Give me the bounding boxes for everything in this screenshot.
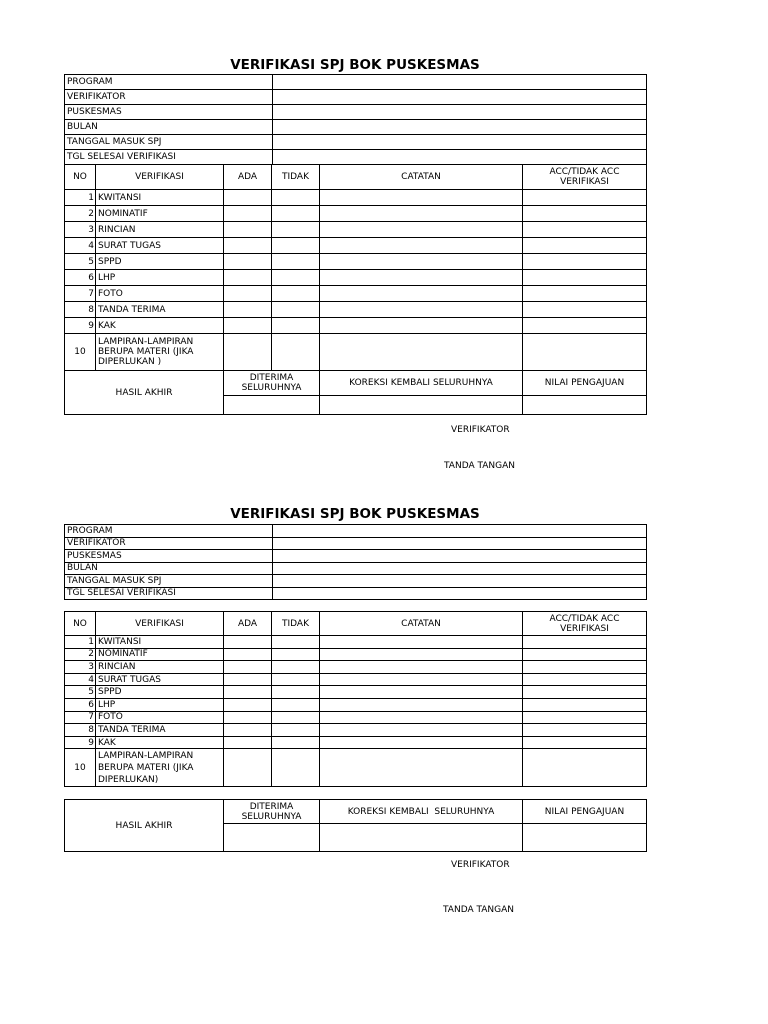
info-table (64, 524, 647, 600)
item-ada[interactable] (224, 724, 272, 737)
table-row (65, 254, 647, 270)
item-tidak[interactable] (272, 238, 320, 254)
info-label-tgl-selesai: TGL SELESAI VERIFIKASI (65, 587, 273, 600)
item-label: TANDA TERIMA (96, 302, 224, 318)
item-no: 7 (65, 286, 96, 302)
result-table (64, 799, 647, 852)
checklist-table (64, 164, 647, 415)
header-tidak: TIDAK (272, 612, 320, 636)
item-no: 4 (65, 673, 96, 686)
item-no: 6 (65, 698, 96, 711)
item-label: FOTO (96, 711, 224, 724)
item-catatan[interactable] (320, 190, 523, 206)
item-acc[interactable] (523, 254, 647, 270)
info-value-tanggal-masuk[interactable] (273, 135, 647, 150)
info-value-tgl-selesai[interactable] (273, 587, 647, 600)
item-ada[interactable] (224, 673, 272, 686)
table-row (65, 334, 647, 371)
item-catatan[interactable] (320, 724, 523, 737)
koreksi-kembali-label: KOREKSI KEMBALI SELURUHNYA (320, 800, 523, 824)
item-ada[interactable] (224, 686, 272, 699)
item-acc[interactable] (523, 238, 647, 254)
item-catatan[interactable] (320, 661, 523, 674)
nilai-pengajuan-value[interactable] (523, 824, 647, 852)
item-tidak[interactable] (272, 254, 320, 270)
table-row (65, 302, 647, 318)
item-catatan[interactable] (320, 254, 523, 270)
item-ada[interactable] (224, 302, 272, 318)
item-no: 10 (65, 749, 96, 787)
nilai-pengajuan-label: NILAI PENGAJUAN (523, 371, 647, 396)
item-acc[interactable] (523, 648, 647, 661)
item-acc[interactable] (523, 318, 647, 334)
info-label-tanggal-masuk: TANGGAL MASUK SPJ (65, 135, 273, 150)
info-value-bulan[interactable] (273, 562, 647, 575)
item-ada[interactable] (224, 334, 272, 371)
item-ada[interactable] (224, 711, 272, 724)
tanda-tangan-label: TANDA TANGAN (443, 905, 515, 915)
item-tidak[interactable] (272, 302, 320, 318)
item-catatan[interactable] (320, 318, 523, 334)
item-no: 6 (65, 270, 96, 286)
item-acc[interactable] (523, 686, 647, 699)
item-ada[interactable] (224, 736, 272, 749)
table-row (65, 222, 647, 238)
item-no: 2 (65, 206, 96, 222)
item-label: TANDA TERIMA (96, 724, 224, 737)
item-no: 1 (65, 190, 96, 206)
header-verifikasi: VERIFIKASI (96, 165, 224, 190)
item-tidak[interactable] (272, 270, 320, 286)
item-tidak[interactable] (272, 749, 320, 787)
item-tidak[interactable] (272, 711, 320, 724)
table-row (65, 270, 647, 286)
info-value-program[interactable] (273, 525, 647, 538)
koreksi-kembali-value[interactable] (320, 396, 523, 415)
header-catatan: CATATAN (320, 612, 523, 636)
table-row (65, 206, 647, 222)
table-row (65, 724, 647, 737)
item-no: 5 (65, 254, 96, 270)
item-acc[interactable] (523, 749, 647, 787)
diterima-seluruhnya-value[interactable] (224, 824, 320, 852)
item-acc[interactable] (523, 724, 647, 737)
item-no: 3 (65, 661, 96, 674)
table-row (65, 711, 647, 724)
item-acc[interactable] (523, 736, 647, 749)
header-catatan: CATATAN (320, 165, 523, 190)
info-table (64, 74, 647, 165)
item-ada[interactable] (224, 238, 272, 254)
header-acc: ACC/TIDAK ACC VERIFIKASI (523, 165, 647, 190)
item-label: KAK (96, 736, 224, 749)
info-label-bulan: BULAN (65, 120, 273, 135)
diterima-seluruhnya-label: DITERIMA SELURUHNYA (224, 800, 320, 824)
item-label: LHP (96, 698, 224, 711)
item-no: 1 (65, 636, 96, 649)
info-label-puskesmas: PUSKESMAS (65, 550, 273, 563)
info-value-puskesmas[interactable] (273, 105, 647, 120)
item-label: KWITANSI (96, 636, 224, 649)
checklist-table (64, 611, 647, 787)
item-acc[interactable] (523, 302, 647, 318)
table-row (65, 190, 647, 206)
item-catatan[interactable] (320, 711, 523, 724)
item-ada[interactable] (224, 648, 272, 661)
item-ada[interactable] (224, 222, 272, 238)
item-label: LAMPIRAN-LAMPIRAN BERUPA MATERI (JIKA DIPERLUKAN ) (96, 334, 224, 371)
header-acc: ACC/TIDAK ACC VERIFIKASI (523, 612, 647, 636)
item-catatan[interactable] (320, 736, 523, 749)
table-row (65, 698, 647, 711)
item-tidak[interactable] (272, 686, 320, 699)
item-label: NOMINATIF (96, 206, 224, 222)
item-catatan[interactable] (320, 206, 523, 222)
nilai-pengajuan-label: NILAI PENGAJUAN (523, 800, 647, 824)
item-label: SPPD (96, 686, 224, 699)
hasil-akhir-label: HASIL AKHIR (65, 800, 224, 852)
item-tidak[interactable] (272, 724, 320, 737)
item-ada[interactable] (224, 270, 272, 286)
info-value-puskesmas[interactable] (273, 550, 647, 563)
item-tidak[interactable] (272, 661, 320, 674)
item-no: 8 (65, 724, 96, 737)
item-no: 3 (65, 222, 96, 238)
item-no: 7 (65, 711, 96, 724)
koreksi-kembali-value[interactable] (320, 824, 523, 852)
item-no: 2 (65, 648, 96, 661)
diterima-seluruhnya-value[interactable] (224, 396, 320, 415)
info-value-program[interactable] (273, 75, 647, 90)
item-ada[interactable] (224, 749, 272, 787)
item-acc[interactable] (523, 673, 647, 686)
item-ada[interactable] (224, 254, 272, 270)
item-no: 8 (65, 302, 96, 318)
item-no: 9 (65, 736, 96, 749)
item-label: KAK (96, 318, 224, 334)
info-label-program: PROGRAM (65, 75, 273, 90)
item-acc[interactable] (523, 286, 647, 302)
item-label: LHP (96, 270, 224, 286)
info-value-tanggal-masuk[interactable] (273, 575, 647, 588)
table-row (65, 648, 647, 661)
item-catatan[interactable] (320, 238, 523, 254)
item-acc[interactable] (523, 698, 647, 711)
item-label: SPPD (96, 254, 224, 270)
table-row (65, 673, 647, 686)
item-acc[interactable] (523, 206, 647, 222)
item-label: RINCIAN (96, 222, 224, 238)
item-ada[interactable] (224, 661, 272, 674)
item-tidak[interactable] (272, 334, 320, 371)
item-acc[interactable] (523, 636, 647, 649)
form-title: VERIFIKASI SPJ BOK PUSKESMAS (230, 506, 480, 522)
koreksi-kembali-label: KOREKSI KEMBALI SELURUHNYA (320, 371, 523, 396)
item-ada[interactable] (224, 636, 272, 649)
item-ada[interactable] (224, 698, 272, 711)
item-catatan[interactable] (320, 334, 523, 371)
item-acc[interactable] (523, 711, 647, 724)
item-ada[interactable] (224, 190, 272, 206)
item-acc[interactable] (523, 190, 647, 206)
item-catatan[interactable] (320, 749, 523, 787)
header-ada: ADA (224, 165, 272, 190)
item-label: RINCIAN (96, 661, 224, 674)
item-catatan[interactable] (320, 270, 523, 286)
item-tidak[interactable] (272, 736, 320, 749)
item-tidak[interactable] (272, 206, 320, 222)
item-tidak[interactable] (272, 318, 320, 334)
item-no: 10 (65, 334, 96, 371)
diterima-seluruhnya-label: DITERIMA SELURUHNYA (224, 371, 320, 396)
item-label: LAMPIRAN-LAMPIRAN BERUPA MATERI (JIKA DIPERLUKAN) (96, 749, 224, 787)
header-ada: ADA (224, 612, 272, 636)
header-verifikasi: VERIFIKASI (96, 612, 224, 636)
item-label: SURAT TUGAS (96, 238, 224, 254)
item-tidak[interactable] (272, 286, 320, 302)
item-label: KWITANSI (96, 190, 224, 206)
item-no: 9 (65, 318, 96, 334)
item-label: SURAT TUGAS (96, 673, 224, 686)
table-row (65, 636, 647, 649)
item-catatan[interactable] (320, 222, 523, 238)
item-tidak[interactable] (272, 648, 320, 661)
nilai-pengajuan-value[interactable] (523, 396, 647, 415)
info-value-verifikator[interactable] (273, 537, 647, 550)
form-title: VERIFIKASI SPJ BOK PUSKESMAS (230, 57, 480, 73)
item-tidak[interactable] (272, 673, 320, 686)
table-row (65, 749, 647, 787)
tanda-tangan-label: TANDA TANGAN (444, 461, 516, 471)
item-catatan[interactable] (320, 648, 523, 661)
item-ada[interactable] (224, 206, 272, 222)
header-tidak: TIDAK (272, 165, 320, 190)
info-value-bulan[interactable] (273, 120, 647, 135)
item-ada[interactable] (224, 318, 272, 334)
item-no: 4 (65, 238, 96, 254)
info-value-tgl-selesai[interactable] (273, 150, 647, 165)
table-row (65, 238, 647, 254)
item-acc[interactable] (523, 661, 647, 674)
info-label-tgl-selesai: TGL SELESAI VERIFIKASI (65, 150, 273, 165)
item-no: 5 (65, 686, 96, 699)
item-acc[interactable] (523, 334, 647, 371)
item-ada[interactable] (224, 286, 272, 302)
verifikator-label: VERIFIKATOR (451, 425, 510, 435)
item-acc[interactable] (523, 222, 647, 238)
item-label: FOTO (96, 286, 224, 302)
info-label-tanggal-masuk: TANGGAL MASUK SPJ (65, 575, 273, 588)
item-acc[interactable] (523, 270, 647, 286)
verifikator-label: VERIFIKATOR (451, 860, 510, 870)
item-catatan[interactable] (320, 673, 523, 686)
item-catatan[interactable] (320, 698, 523, 711)
header-no: NO (65, 165, 96, 190)
item-catatan[interactable] (320, 302, 523, 318)
table-row (65, 686, 647, 699)
item-tidak[interactable] (272, 636, 320, 649)
item-tidak[interactable] (272, 698, 320, 711)
info-value-verifikator[interactable] (273, 90, 647, 105)
item-label: NOMINATIF (96, 648, 224, 661)
table-row (65, 286, 647, 302)
table-row (65, 661, 647, 674)
info-label-bulan: BULAN (65, 562, 273, 575)
info-label-puskesmas: PUSKESMAS (65, 105, 273, 120)
header-no: NO (65, 612, 96, 636)
table-row (65, 736, 647, 749)
table-row (65, 318, 647, 334)
info-label-verifikator: VERIFIKATOR (65, 90, 273, 105)
info-label-verifikator: VERIFIKATOR (65, 537, 273, 550)
info-label-program: PROGRAM (65, 525, 273, 538)
item-tidak[interactable] (272, 190, 320, 206)
item-catatan[interactable] (320, 636, 523, 649)
item-catatan[interactable] (320, 286, 523, 302)
item-catatan[interactable] (320, 686, 523, 699)
item-tidak[interactable] (272, 222, 320, 238)
hasil-akhir-label: HASIL AKHIR (65, 371, 224, 415)
